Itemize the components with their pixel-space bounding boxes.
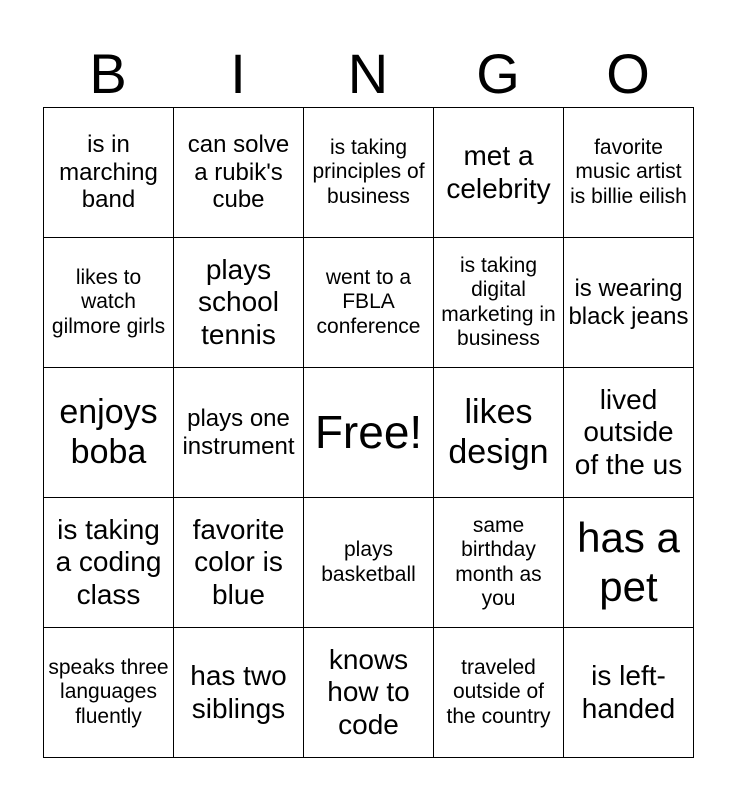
bingo-cell: plays one instrument [174, 368, 304, 498]
header-letter-n: N [347, 42, 389, 105]
bingo-cell: is taking a coding class [44, 498, 174, 628]
bingo-cell: favorite music artist is billie eilish [564, 108, 694, 238]
bingo-cell: is taking principles of business [304, 108, 434, 238]
bingo-cell: went to a FBLA conference [304, 238, 434, 368]
bingo-cell: is wearing black jeans [564, 238, 694, 368]
bingo-cell: is in marching band [44, 108, 174, 238]
bingo-cell: plays school tennis [174, 238, 304, 368]
header-letter-o: O [606, 42, 650, 105]
bingo-cell: has a pet [564, 498, 694, 628]
header-letter-g: G [476, 42, 520, 105]
header-letter-b: B [89, 42, 127, 105]
bingo-cell: favorite color is blue [174, 498, 304, 628]
bingo-cell: same birthday month as you [434, 498, 564, 628]
bingo-cell: enjoys boba [44, 368, 174, 498]
header-letter-i: I [230, 42, 246, 105]
bingo-header [43, 40, 693, 108]
bingo-cell: met a celebrity [434, 108, 564, 238]
bingo-cell: is taking digital marketing in business [434, 238, 564, 368]
bingo-cell: can solve a rubik's cube [174, 108, 304, 238]
bingo-cell: plays basketball [304, 498, 434, 628]
free-space-cell: Free! [304, 368, 434, 498]
bingo-cell: is left-handed [564, 628, 694, 758]
bingo-cell: likes to watch gilmore girls [44, 238, 174, 368]
bingo-cell: lived outside of the us [564, 368, 694, 498]
bingo-cell: has two siblings [174, 628, 304, 758]
bingo-cell: traveled outside of the country [434, 628, 564, 758]
bingo-cell: speaks three languages fluently [44, 628, 174, 758]
bingo-grid [43, 107, 694, 758]
bingo-cell: knows how to code [304, 628, 434, 758]
bingo-cell: likes design [434, 368, 564, 498]
